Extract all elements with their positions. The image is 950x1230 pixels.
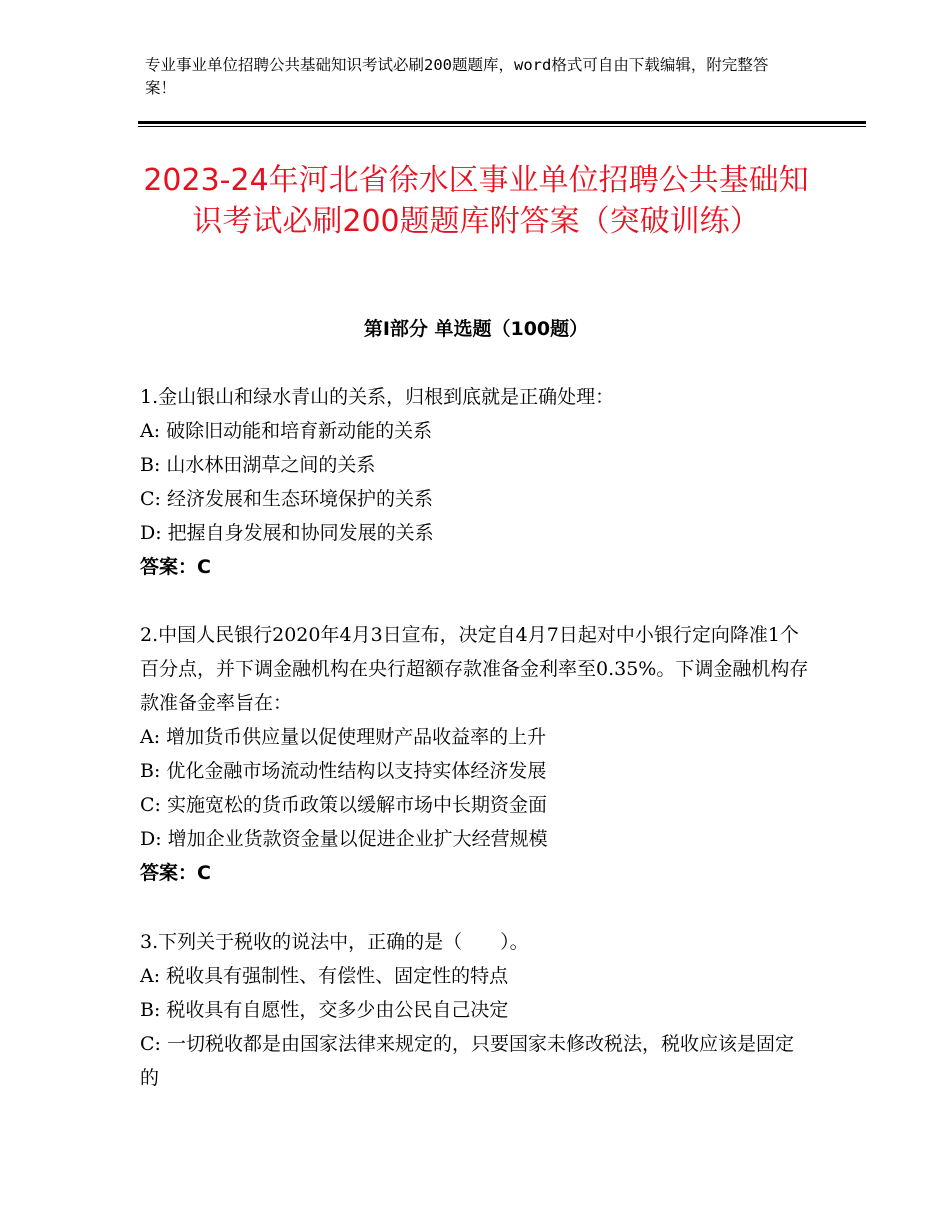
option-c: C: 经济发展和生态环境保护的关系 bbox=[140, 488, 433, 510]
option-d: D: 增加企业货款资金量以促进企业扩大经营规模 bbox=[140, 828, 548, 850]
question-text: 2.中国人民银行2020年4月3日宣布，决定自4月7日起对中小银行定向降准1个百分点，并下调金融机构在央行超额存款准备金利率至0.35%。下调金融机构存款准备金率旨在： bbox=[140, 624, 809, 714]
answer: 答案：C bbox=[140, 556, 211, 578]
option-d: D: 把握自身发展和协同发展的关系 bbox=[140, 522, 434, 544]
header-note: 专业事业单位招聘公共基础知识考试必刷200题题库，word格式可自由下载编辑，附完整答案！ bbox=[145, 56, 769, 97]
header-rule-thin bbox=[138, 126, 866, 127]
document-title: 2023-24年河北省徐水区事业单位招聘公共基础知识考试必刷200题题库附答案（突破训练） bbox=[143, 163, 809, 239]
question-text: 1.金山银山和绿水青山的关系，归根到底就是正确处理： bbox=[140, 386, 615, 408]
option-a: A: 破除旧动能和培育新动能的关系 bbox=[140, 420, 433, 442]
question-text: 3.下列关于税收的说法中，正确的是（ ）。 bbox=[140, 931, 529, 953]
answer: 答案：C bbox=[140, 862, 211, 884]
option-a: A: 增加货币供应量以促使理财产品收益率的上升 bbox=[140, 726, 547, 748]
section-title: 第Ⅰ部分 单选题（100题） bbox=[363, 318, 589, 340]
option-b: B: 税收具有自愿性，交多少由公民自己决定 bbox=[140, 999, 509, 1021]
option-c: C: 一切税收都是由国家法律来规定的，只要国家未修改税法，税收应该是固定的 bbox=[140, 1033, 794, 1089]
option-c: C: 实施宽松的货币政策以缓解市场中长期资金面 bbox=[140, 794, 547, 816]
option-b: B: 山水林田湖草之间的关系 bbox=[140, 454, 376, 476]
option-a: A: 税收具有强制性、有偿性、固定性的特点 bbox=[140, 965, 509, 987]
option-b: B: 优化金融市场流动性结构以支持实体经济发展 bbox=[140, 760, 547, 782]
header-rule-thick bbox=[138, 121, 866, 124]
